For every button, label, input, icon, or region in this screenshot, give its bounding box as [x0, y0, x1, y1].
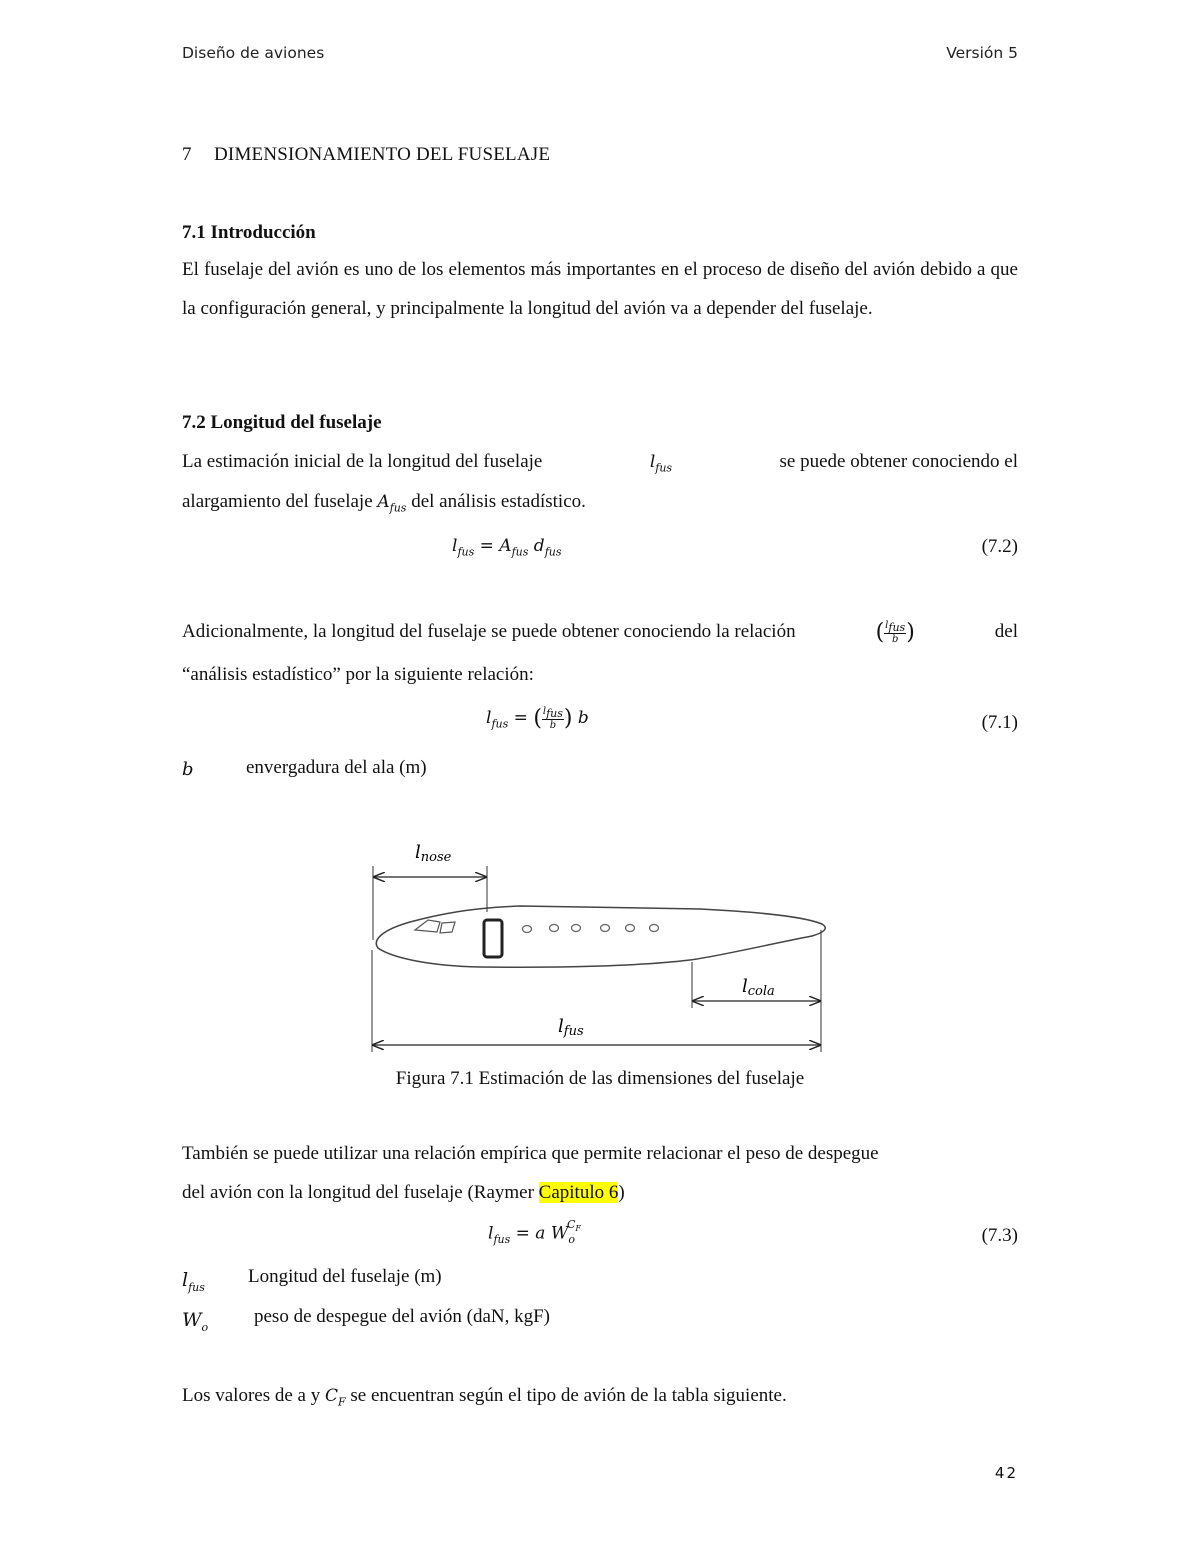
header-title: Diseño de aviones	[182, 44, 325, 62]
cabin-window	[650, 925, 659, 932]
a-fus-symbol: $A_{fus}$	[377, 492, 407, 515]
label-l-nose: lnose	[415, 842, 452, 865]
cabin-window	[550, 925, 559, 932]
label-l-cola: lcola	[742, 976, 775, 999]
intro-heading: 7.1 Introducción	[182, 222, 316, 243]
section-title-text: DIMENSIONAMIENTO DEL FUSELAJE	[214, 144, 551, 165]
cabin-window	[626, 925, 635, 932]
p3-text-b: del avión con la longitud del fuselaje (Raymer	[182, 1182, 539, 1203]
door	[484, 920, 502, 957]
cabin-window	[572, 925, 581, 932]
def-lfus-text: Longitud del fuselaje (m)	[248, 1266, 442, 1287]
raymer-chapter-highlight: Capitulo 6	[538, 1182, 619, 1203]
figure-caption: Figura 7.1 Estimación de las dimensiones del fuselaje	[395, 1068, 805, 1089]
cockpit-window-2	[440, 922, 455, 933]
cabin-window	[523, 926, 532, 933]
p3-text-c: )	[618, 1182, 625, 1203]
equation-7-2: $l_{fus} = A_{fus}$ $d_{fus}$	[452, 536, 562, 559]
header-version: Versión 5	[946, 44, 1018, 62]
p4-text-b: se encuentran según el tipo de avión de la tabla siguiente.	[350, 1385, 787, 1406]
p2-text-b: del	[994, 621, 1018, 642]
values-paragraph	[182, 1385, 787, 1408]
equation-7-3: $l_{fus} = a$ $W_o^{C_F}$	[488, 1218, 581, 1247]
intro-paragraph: El fuselaje del avión es uno de los elementos más importantes en el proceso de diseño del avión debido a que la configuración general, y principalmente la longitud del avión va a depender del fuselaje.	[182, 259, 1018, 319]
def-wo-symbol: $W_o$	[182, 1309, 209, 1334]
p1-text-b: se puede obtener conociendo el	[779, 451, 1018, 472]
def-b-text: envergadura del ala (m)	[246, 757, 427, 778]
page-number: 42	[994, 1464, 1018, 1482]
equation-7-1: $l_{fus}$ = ( $\frac{l_{fus}}{b}$ ) b	[486, 706, 589, 731]
def-b-symbol: b	[182, 759, 194, 780]
fuselage-outline	[376, 906, 825, 967]
label-l-fus: lfus	[558, 1016, 584, 1039]
p1-text-a: La estimación inicial de la longitud del fuselaje	[182, 451, 543, 472]
equation-7-3-number: (7.3)	[981, 1225, 1018, 1246]
section-number: 7	[182, 144, 192, 165]
equation-7-1-number: (7.1)	[981, 712, 1018, 733]
def-lfus-symbol: $l_{fus}$	[182, 1269, 205, 1294]
empirical-paragraph-line1	[182, 1143, 1018, 1165]
def-wo-text: peso de despegue del avión (daN, kgF)	[254, 1306, 551, 1327]
p1-text-c: alargamiento del fuselaje	[182, 491, 373, 512]
length-heading: 7.2 Longitud del fuselaje	[182, 412, 382, 433]
equation-7-2-number: (7.2)	[981, 536, 1018, 557]
p3-text-a: También se puede utilizar una relación empírica que permite relacionar el peso de despegue	[182, 1143, 879, 1164]
cockpit-window-1	[415, 920, 440, 932]
empirical-paragraph-line2	[182, 1182, 625, 1204]
lfus-over-b-ratio: ( $\frac{l_{fus}}{b}$ )	[875, 620, 915, 645]
cf-symbol: $C_F$	[324, 1386, 346, 1409]
p1-text-d: del análisis estadístico.	[411, 491, 586, 512]
p2-text-a: Adicionalmente, la longitud del fuselaje se puede obtener conociendo la relación	[182, 621, 796, 642]
l-fus-symbol: $l_{fus}$	[649, 452, 673, 475]
cabin-window	[601, 925, 610, 932]
p4-text-a: Los valores de a y	[182, 1385, 321, 1406]
length-paragraph2-line2: “análisis estadístico” por la siguiente relación:	[182, 664, 534, 685]
